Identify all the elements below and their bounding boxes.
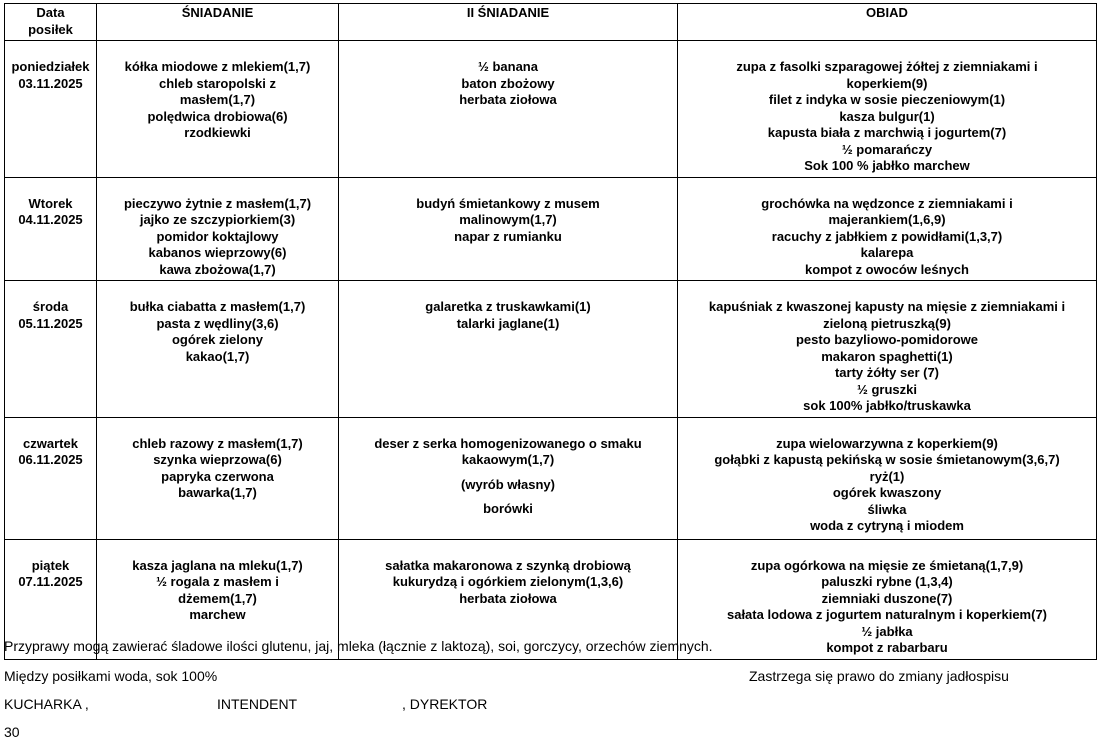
menu-item: tarty żółty ser (7): [834, 365, 940, 380]
breakfast-cell: [97, 177, 339, 281]
menu-item: kompot z rabarbaru: [826, 640, 948, 655]
menu-item: ziemniaki duszone(7): [821, 590, 953, 606]
day-cell: [5, 177, 97, 281]
menu-item: filet z indyka w sosie pieczeniowym(1): [768, 92, 1006, 107]
menu-item: papryka czerwona: [161, 468, 274, 484]
menu-item: majerankiem(1,6,9): [828, 212, 946, 227]
header-lunch: OBIAD: [678, 4, 1097, 41]
menu-item: szynka wieprzowa(6): [153, 452, 282, 467]
cook-signature: KUCHARKA ,: [4, 696, 89, 712]
menu-item: ryż(1): [869, 468, 905, 484]
menu-item: (wyrób własny): [461, 476, 555, 492]
day-date: 03.11.2025: [18, 75, 83, 91]
menu-item: grochówka na wędzonce z ziemniakami i: [761, 195, 1013, 211]
menu-item: kukurydzą i ogórkiem zielonym(1,3,6): [392, 574, 624, 589]
menu-item: pesto bazyliowo-pomidorowe: [795, 332, 978, 347]
header-second-breakfast: II ŚNIADANIE: [339, 4, 678, 41]
menu-item: napar z rumianku: [454, 228, 562, 244]
page-number: 30: [4, 724, 20, 740]
menu-item: pieczywo żytnie z masłem(1,7): [123, 195, 312, 211]
lunch-cell: [678, 539, 1097, 659]
menu-item: kapuśniak z kwaszonej kapusty na mięsie z ziemniakami i: [708, 299, 1066, 314]
menu-item: ½ pomarańczy: [841, 141, 933, 157]
breakfast-cell: [97, 281, 339, 418]
day-row: [5, 281, 1097, 418]
menu-item: ogórek zielony: [171, 332, 264, 347]
menu-item: chleb razowy z masłem(1,7): [132, 435, 303, 451]
day-cell: [5, 41, 97, 178]
menu-item: bawarka(1,7): [178, 485, 257, 500]
header-row: [5, 4, 1097, 41]
menu-item: sok 100% jabłko/truskawka: [803, 398, 971, 413]
menu-item: jajko ze szczypiorkiem(3): [139, 212, 296, 227]
menu-item: ogórek kwaszony: [832, 485, 942, 500]
day-name: Wtorek: [28, 195, 73, 211]
day-name: piątek: [31, 557, 70, 573]
menu-item: herbata ziołowa: [459, 92, 557, 107]
menu-item: kakao(1,7): [185, 348, 250, 364]
allergen-note: Przyprawy mogą zawierać śladowe ilości glutenu, jaj, mleka (łącznie z laktozą), soi, gorczycy, orzechów ziemnych.: [4, 638, 713, 654]
day-name: poniedziałek: [11, 59, 90, 74]
day-date: 07.11.2025: [18, 574, 83, 589]
menu-item: masłem(1,7): [179, 92, 256, 107]
header-breakfast: ŚNIADANIE: [97, 4, 339, 41]
menu-item: kalarepa: [860, 245, 914, 260]
lunch-cell: [678, 41, 1097, 178]
menu-item: paluszki rybne (1,3,4): [821, 574, 953, 589]
water-note: Między posiłkami woda, sok 100%: [4, 668, 218, 684]
menu-item: chleb staropolski z: [158, 75, 277, 91]
menu-change-note: Zastrzega się prawo do zmiany jadłospisu: [749, 668, 1009, 684]
menu-item: Sok 100 % jabłko marchew: [804, 158, 970, 173]
second-breakfast-cell: [339, 41, 678, 178]
menu-item: dżemem(1,7): [178, 590, 257, 606]
second-breakfast-cell: [339, 177, 678, 281]
director-signature: , DYREKTOR: [402, 696, 488, 712]
day-cell: [5, 417, 97, 539]
menu-item: ½ gruszki: [857, 381, 917, 397]
menu-item: ½ jabłka: [861, 623, 913, 639]
menu-item: kapusta biała z marchwią i jogurtem(7): [767, 125, 1007, 140]
day-cell: [5, 281, 97, 418]
menu-item: kawa zbożowa(1,7): [159, 261, 276, 277]
menu-item: kabanos wieprzowy(6): [148, 245, 287, 260]
menu-item: kakaowym(1,7): [461, 452, 555, 467]
menu-item: talarki jaglane(1): [456, 315, 560, 331]
second-breakfast-cell: [339, 281, 678, 418]
menu-item: woda z cytryną i miodem: [810, 518, 964, 533]
day-row: [5, 41, 1097, 178]
menu-item: koperkiem(9): [846, 75, 928, 91]
header-date-meal: [5, 4, 97, 41]
menu-item: zieloną pietruszką(9): [823, 315, 951, 331]
menu-item: kasza bulgur(1): [839, 108, 935, 124]
menu-item: kasza jaglana na mleku(1,7): [132, 557, 303, 573]
menu-item: marchew: [189, 607, 246, 622]
menu-item: malinowym(1,7): [459, 212, 557, 227]
breakfast-cell: [97, 417, 339, 539]
day-row: [5, 417, 1097, 539]
menu-item: sałata lodowa z jogurtem naturalnym i koperkiem(7): [726, 607, 1048, 622]
day-date: 04.11.2025: [18, 212, 83, 227]
menu-item: kółka miodowe z mlekiem(1,7): [124, 59, 311, 74]
breakfast-cell: [97, 41, 339, 178]
menu-item: zupa z fasolki szparagowej żółtej z ziemniakami i: [736, 59, 1038, 74]
header-meal: posiłek: [28, 21, 73, 37]
intendant-signature: INTENDENT: [217, 696, 298, 712]
menu-item: baton zbożowy: [461, 75, 555, 91]
menu-item: zupa wielowarzywna z koperkiem(9): [776, 435, 998, 451]
day-date: 05.11.2025: [18, 315, 83, 331]
menu-item: budyń śmietankowy z musem: [416, 195, 600, 211]
menu-table: [4, 3, 1097, 660]
menu-item: bułka ciabatta z masłem(1,7): [129, 299, 306, 314]
menu-item: gołąbki z kapustą pekińską w sosie śmietanowym(3,6,7): [714, 452, 1060, 467]
day-name: środa: [32, 299, 69, 314]
day-date: 06.11.2025: [18, 452, 83, 467]
day-row: [5, 177, 1097, 281]
line-gap: [343, 469, 673, 477]
header-date: Data: [36, 5, 65, 20]
lunch-cell: [678, 177, 1097, 281]
menu-item: rzodkiewki: [184, 125, 251, 140]
menu-item: makaron spaghetti(1): [821, 348, 953, 364]
menu-item: deser z serka homogenizowanego o smaku: [374, 435, 642, 451]
menu-item: kompot z owoców leśnych: [805, 261, 969, 277]
line-gap: [343, 493, 673, 501]
menu-item: ½ banana: [478, 59, 538, 74]
menu-item: borówki: [483, 501, 533, 516]
menu-item: śliwka: [867, 501, 907, 517]
menu-item: polędwica drobiowa(6): [147, 108, 288, 124]
lunch-cell: [678, 417, 1097, 539]
menu-item: herbata ziołowa: [459, 590, 557, 606]
menu-item: sałatka makaronowa z szynką drobiową: [385, 557, 631, 573]
second-breakfast-cell: [339, 417, 678, 539]
menu-item: ½ rogala z masłem i: [156, 574, 279, 589]
menu-item: racuchy z jabłkiem z powidłami(1,3,7): [771, 228, 1003, 244]
menu-item: pasta z wędliny(3,6): [156, 315, 279, 331]
day-name: czwartek: [23, 435, 78, 451]
menu-item: zupa ogórkowa na mięsie ze śmietaną(1,7,9): [750, 557, 1024, 573]
menu-item: pomidor koktajlowy: [156, 228, 279, 244]
menu-item: galaretka z truskawkami(1): [425, 299, 591, 314]
lunch-cell: [678, 281, 1097, 418]
